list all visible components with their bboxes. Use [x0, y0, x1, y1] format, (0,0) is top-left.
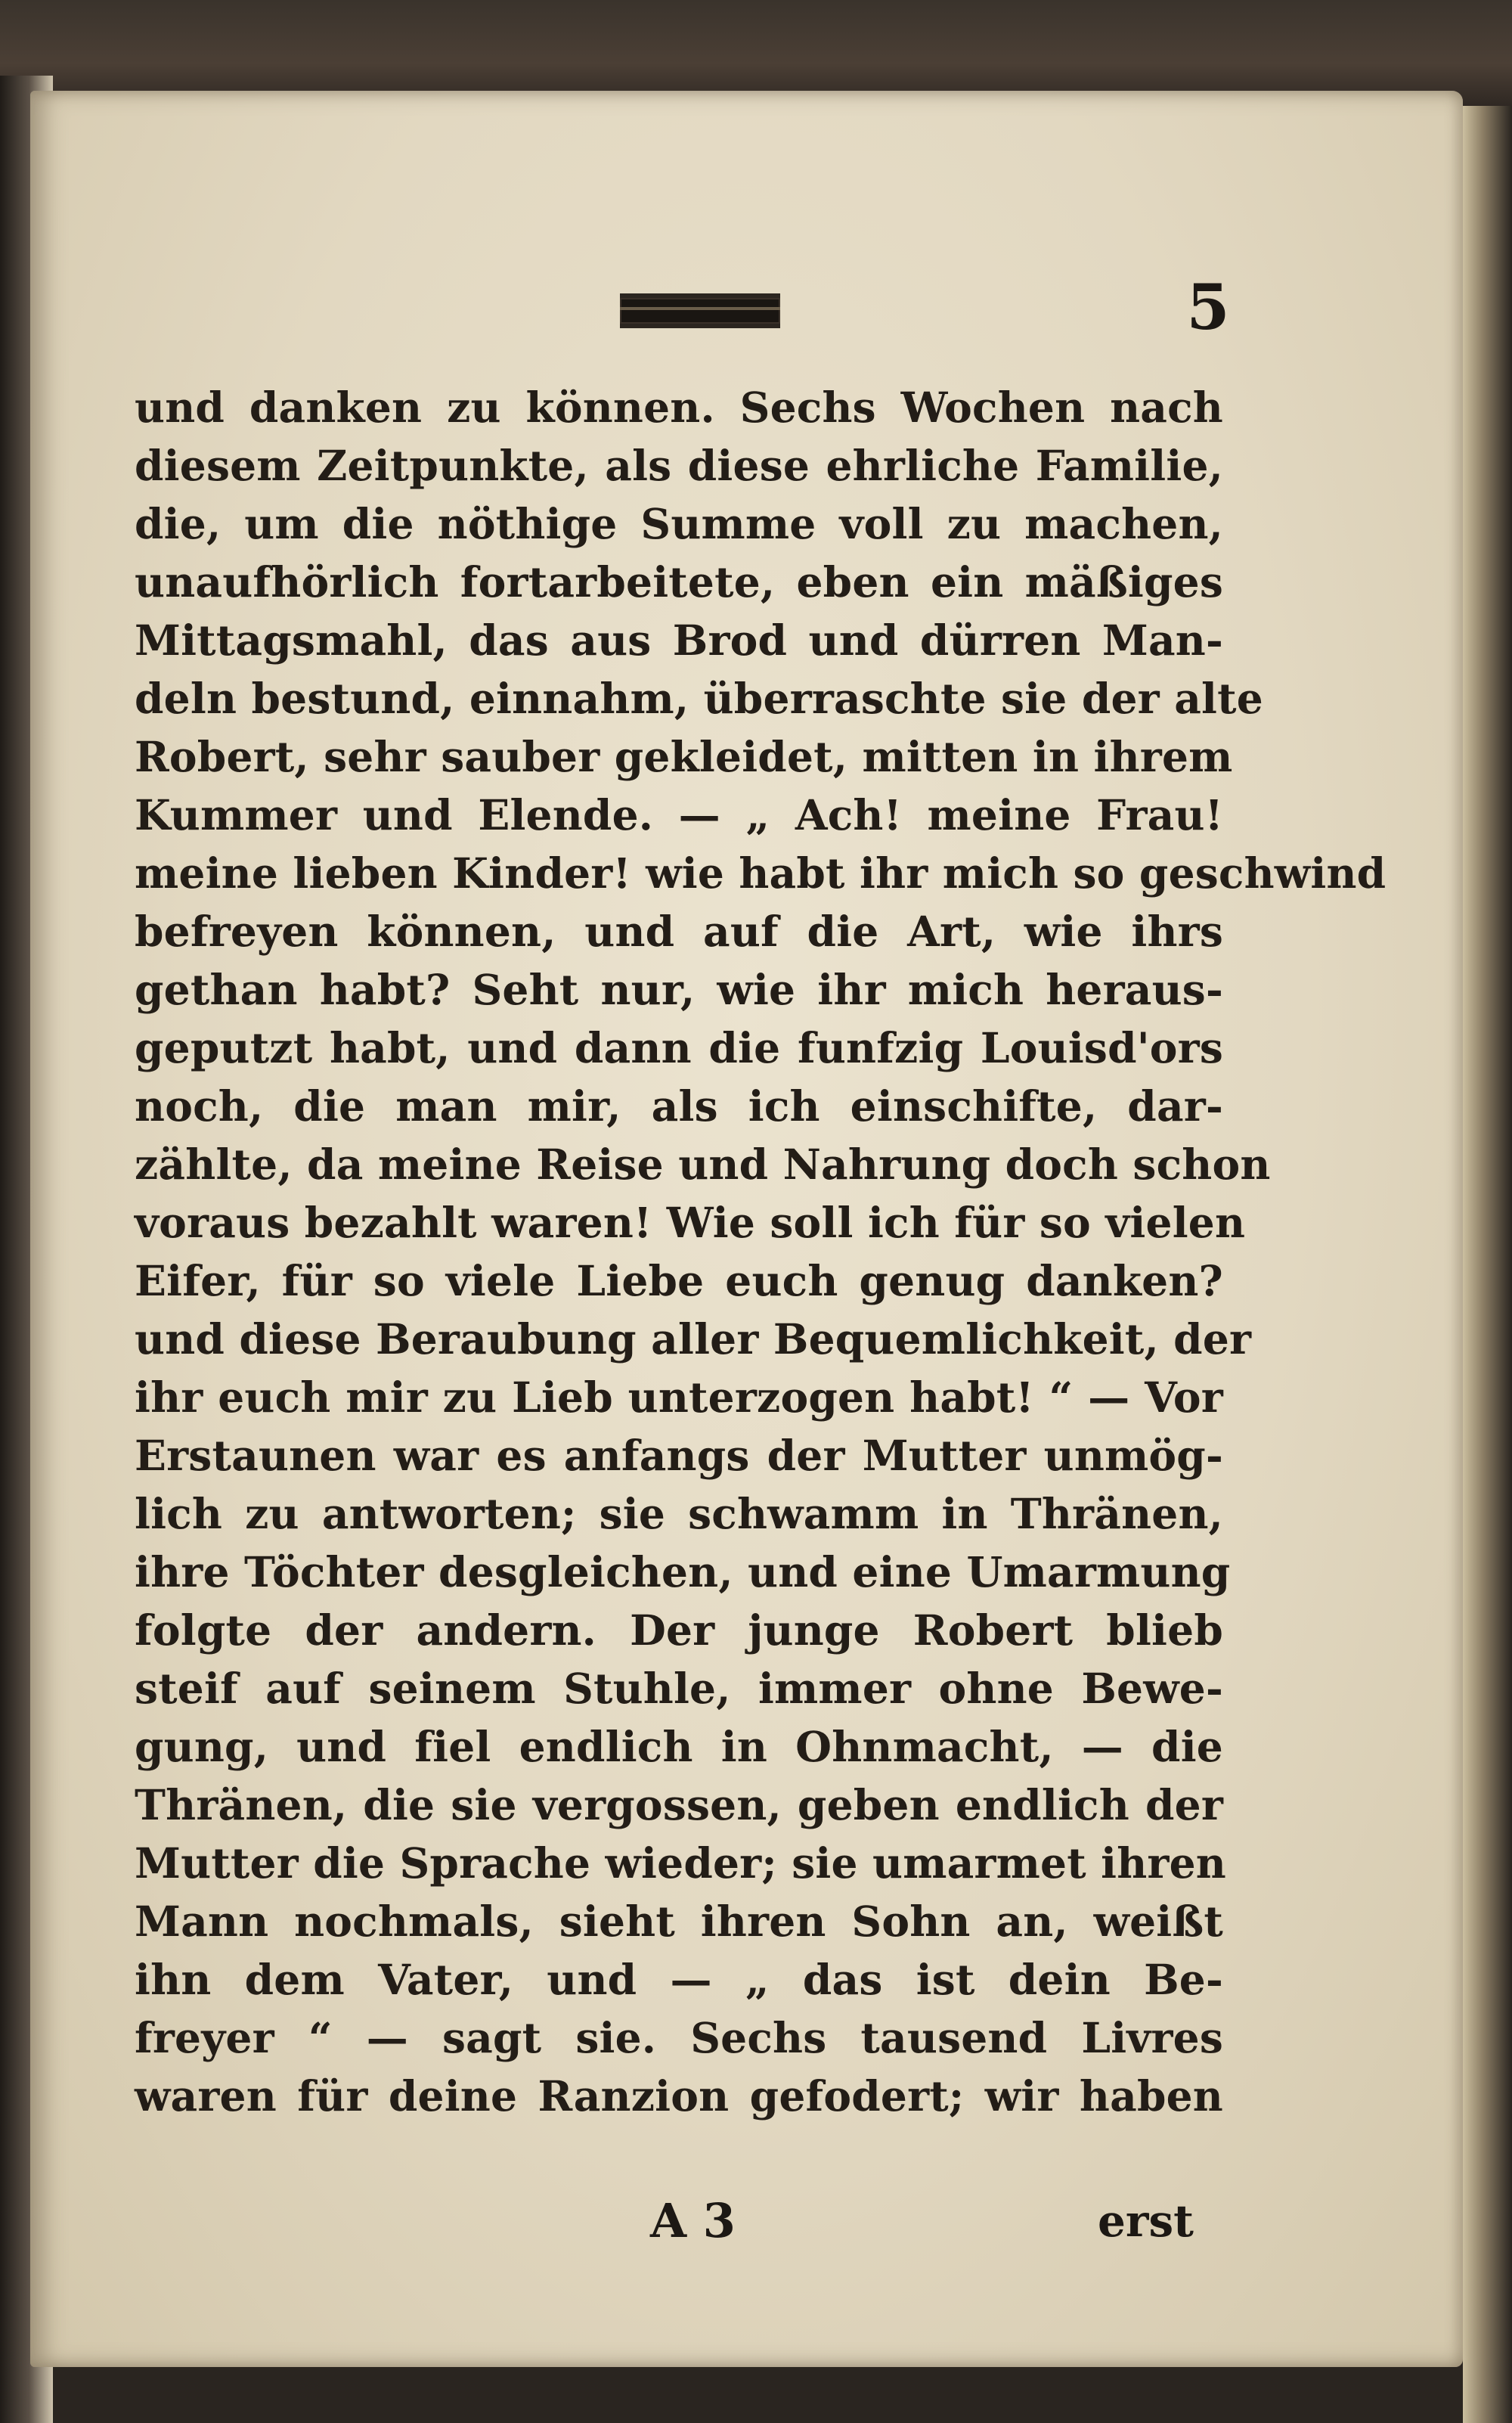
page-number: 5 — [1186, 271, 1230, 344]
header-ornament-rule — [620, 293, 780, 328]
text-line: Mutter die Sprache wieder; sie umarmet ihren — [135, 1838, 1226, 1888]
text-line: steif auf seinem Stuhle, immer ohne Bewe- — [135, 1664, 1223, 1713]
text-line: geputzt habt, und dann die funfzig Louisd'ors — [135, 1023, 1223, 1072]
text-line: unaufhörlich fortarbeitete, eben ein mäßiges — [135, 557, 1223, 607]
text-line: deln bestund, einnahm, überraschte sie der alte — [135, 674, 1263, 723]
book-cover-top-edge — [0, 0, 1512, 106]
text-line: zählte, da meine Reise und Nahrung doch schon — [135, 1140, 1271, 1189]
text-line: befreyen können, und auf die Art, wie ihrs — [135, 907, 1223, 956]
text-line: Eifer, für so viele Liebe euch genug danken? — [135, 1256, 1223, 1305]
text-line: Mann nochmals, sieht ihren Sohn an, weißt — [135, 1897, 1223, 1946]
text-line: Thränen, die sie vergossen, geben endlich der — [135, 1780, 1223, 1829]
text-line: Kummer und Elende. — „ Ach! meine Frau! — [135, 790, 1223, 839]
text-line: ihr euch mir zu Lieb unterzogen habt! “ — Vor — [135, 1373, 1223, 1422]
text-line: ihre Töchter desgleichen, und eine Umarmung — [135, 1547, 1231, 1596]
text-line: folgte der andern. Der junge Robert blieb — [135, 1606, 1223, 1655]
body-text — [135, 378, 1387, 2125]
text-line: Robert, sehr sauber gekleidet, mitten in ihrem — [135, 732, 1233, 781]
text-line: und diese Beraubung aller Bequemlichkeit, der — [135, 1314, 1252, 1364]
text-line: waren für deine Ranzion gefodert; wir haben — [135, 2071, 1223, 2121]
text-line: gethan habt? Seht nur, wie ihr mich heraus- — [135, 965, 1223, 1014]
text-line: freyer “ — sagt sie. Sechs tausend Livres — [135, 2013, 1223, 2062]
text-line: ihn dem Vater, und — „ das ist dein Be- — [135, 1955, 1223, 2004]
text-line: voraus bezahlt waren! Wie soll ich für so vielen — [135, 1198, 1246, 1247]
text-line: gung, und fiel endlich in Ohnmacht, — die — [135, 1722, 1223, 1771]
catchword: erst — [1098, 2195, 1194, 2247]
page-stack-edge — [1463, 106, 1512, 2423]
printer-signature-mark: A 3 — [650, 2193, 736, 2248]
text-line: die, um die nöthige Summe voll zu machen, — [135, 499, 1223, 548]
text-line: diesem Zeitpunkte, als diese ehrliche Familie, — [135, 441, 1223, 490]
text-line: lich zu antworten; sie schwamm in Thränen, — [135, 1489, 1223, 1538]
text-line: und danken zu können. Sechs Wochen nach — [135, 383, 1223, 432]
text-line: Erstaunen war es anfangs der Mutter unmög- — [135, 1431, 1223, 1480]
text-line: noch, die man mir, als ich einschifte, dar- — [135, 1081, 1223, 1131]
text-line: meine lieben Kinder! wie habt ihr mich so geschwind — [135, 849, 1387, 898]
text-line: Mittagsmahl, das aus Brod und dürren Man- — [135, 616, 1223, 665]
